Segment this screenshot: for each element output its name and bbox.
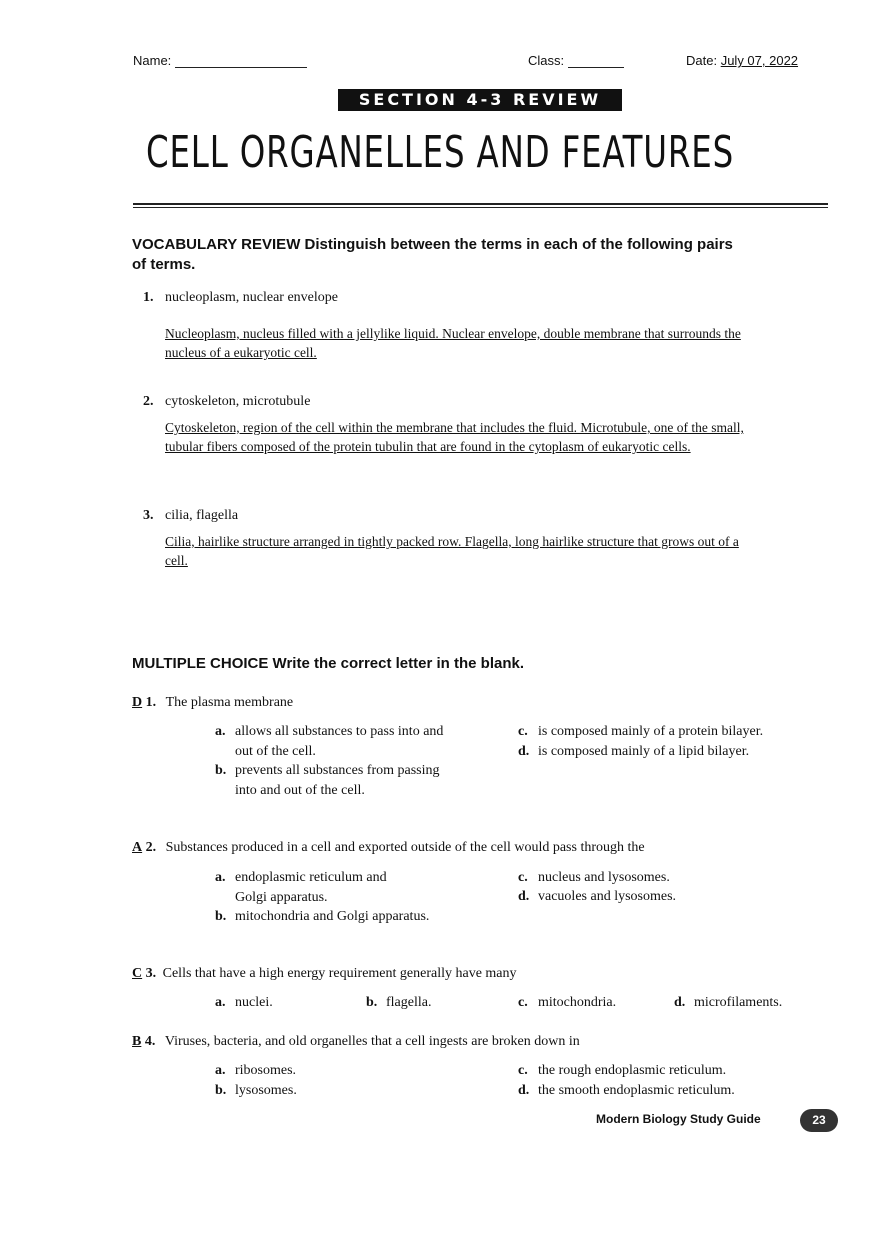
date-value: July 07, 2022	[720, 53, 799, 68]
option-letter: c.	[518, 870, 528, 885]
vocab-item-number: 3.	[143, 508, 154, 523]
option-text: prevents all substances from passing	[235, 763, 440, 778]
question-number: 1.	[145, 695, 157, 710]
option-text-cont: Golgi apparatus.	[235, 889, 328, 905]
vocab-item-terms: cilia, flagella	[165, 508, 239, 523]
option-letter: d.	[674, 995, 686, 1010]
question-text: Substances produced in a cell and exported outside of the cell would pass through the	[165, 840, 645, 855]
option-text-cont: into and out of the cell.	[235, 782, 365, 798]
class-label: Class:	[528, 53, 565, 68]
mc-question	[132, 695, 293, 711]
question-text: The plasma membrane	[165, 695, 294, 710]
option-text: is composed mainly of a protein bilayer.	[538, 724, 764, 739]
vocab-answer-line1: Cytoskeleton, region of the cell within the membrane that includes the fluid. Microtubule, one of the small,	[165, 420, 744, 435]
option-a[interactable]	[215, 868, 387, 907]
name-field	[133, 53, 307, 68]
option-d[interactable]	[518, 742, 749, 762]
option-text: vacuoles and lysosomes.	[538, 889, 677, 904]
option-b[interactable]	[366, 993, 431, 1013]
option-text: lysosomes.	[235, 1083, 297, 1098]
option-text: nucleus and lysosomes.	[538, 870, 670, 885]
footer-book-title: Modern Biology Study Guide	[596, 1112, 761, 1126]
option-d[interactable]	[518, 1081, 735, 1101]
vocab-item-terms: cytoskeleton, microtubule	[165, 394, 311, 409]
option-a[interactable]	[215, 993, 273, 1013]
mc-question	[132, 1034, 580, 1050]
date-field	[686, 53, 798, 68]
option-c[interactable]	[518, 868, 670, 888]
option-letter: a.	[215, 995, 226, 1010]
option-c[interactable]	[518, 722, 763, 742]
page-title: CELL ORGANELLES AND FEATURES	[145, 127, 735, 178]
option-text: nuclei.	[235, 995, 273, 1010]
option-letter: b.	[215, 909, 227, 924]
section-banner: SECTION 4-3 REVIEW	[338, 89, 622, 111]
option-letter: d.	[518, 1083, 530, 1098]
option-letter: a.	[215, 1063, 226, 1078]
option-text: is composed mainly of a lipid bilayer.	[538, 744, 750, 759]
vocab-answer[interactable]	[165, 418, 845, 456]
option-text: ribosomes.	[235, 1063, 297, 1078]
option-text: flagella.	[386, 995, 432, 1010]
option-d[interactable]	[674, 993, 782, 1013]
vocab-answer-line2: cell.	[165, 553, 188, 568]
page-number-badge: 23	[800, 1109, 838, 1132]
option-a[interactable]	[215, 1061, 296, 1081]
option-a[interactable]	[215, 722, 443, 761]
option-text: microfilaments.	[694, 995, 783, 1010]
vocab-answer[interactable]	[165, 532, 845, 570]
option-letter: b.	[215, 1083, 227, 1098]
answer-blank[interactable]: C	[132, 966, 143, 981]
question-number: 4.	[144, 1034, 156, 1049]
question-number: 2.	[145, 840, 157, 855]
option-letter: c.	[518, 1063, 528, 1078]
name-label: Name:	[133, 53, 172, 68]
option-letter: b.	[366, 995, 378, 1010]
date-label: Date:	[686, 53, 718, 68]
option-d[interactable]	[518, 887, 676, 907]
option-letter: a.	[215, 870, 226, 885]
title-rule-thin	[133, 207, 828, 208]
option-letter: c.	[518, 995, 528, 1010]
option-text: the rough endoplasmic reticulum.	[538, 1063, 727, 1078]
vocab-item-number: 2.	[143, 394, 154, 409]
mc-question	[132, 966, 517, 982]
mc-heading: MULTIPLE CHOICE Write the correct letter in the blank.	[132, 655, 524, 672]
vocab-answer-line1: Nucleoplasm, nucleus filled with a jellylike liquid. Nuclear envelope, double membrane that surrounds the	[165, 326, 741, 341]
option-c[interactable]	[518, 993, 616, 1013]
mc-question	[132, 840, 645, 856]
name-blank[interactable]	[175, 53, 307, 68]
question-text: Cells that have a high energy requirement generally have many	[162, 966, 517, 981]
vocab-item-terms: nucleoplasm, nuclear envelope	[165, 290, 338, 305]
option-letter: a.	[215, 724, 226, 739]
question-text: Viruses, bacteria, and old organelles that a cell ingests are broken down in	[164, 1034, 580, 1049]
answer-blank[interactable]: D	[132, 695, 143, 710]
vocab-heading	[132, 235, 733, 275]
option-letter: d.	[518, 889, 530, 904]
vocab-answer[interactable]	[165, 324, 845, 362]
option-text: mitochondria and Golgi apparatus.	[235, 909, 430, 924]
option-letter: b.	[215, 763, 227, 778]
option-letter: c.	[518, 724, 528, 739]
question-number: 3.	[145, 966, 157, 981]
class-field	[528, 53, 624, 68]
answer-blank[interactable]: A	[132, 840, 143, 855]
option-c[interactable]	[518, 1061, 726, 1081]
option-text: mitochondria.	[538, 995, 617, 1010]
option-text: allows all substances to pass into and	[235, 724, 444, 739]
option-text: the smooth endoplasmic reticulum.	[538, 1083, 735, 1098]
vocab-item-number: 1.	[143, 290, 154, 305]
option-text-cont: out of the cell.	[235, 743, 316, 759]
vocab-answer-line1: Cilia, hairlike structure arranged in tightly packed row. Flagella, long hairlike structure that grows out of a	[165, 534, 739, 549]
vocab-answer-line2: nucleus of a eukaryotic cell.	[165, 345, 317, 360]
vocab-heading-line2: of terms.	[132, 256, 196, 273]
answer-blank[interactable]: B	[132, 1034, 142, 1049]
class-blank[interactable]	[568, 53, 624, 68]
option-b[interactable]	[215, 1081, 297, 1101]
option-b[interactable]	[215, 761, 440, 800]
option-letter: d.	[518, 744, 530, 759]
vocab-heading-line1: VOCABULARY REVIEW Distinguish between the terms in each of the following pairs	[132, 236, 733, 253]
option-text: endoplasmic reticulum and	[235, 870, 387, 885]
title-rule-thick	[133, 203, 828, 205]
option-b[interactable]	[215, 907, 429, 927]
vocab-answer-line2: tubular fibers composed of the protein tubulin that are found in the cytoplasm of eukaryotic cells.	[165, 439, 691, 454]
